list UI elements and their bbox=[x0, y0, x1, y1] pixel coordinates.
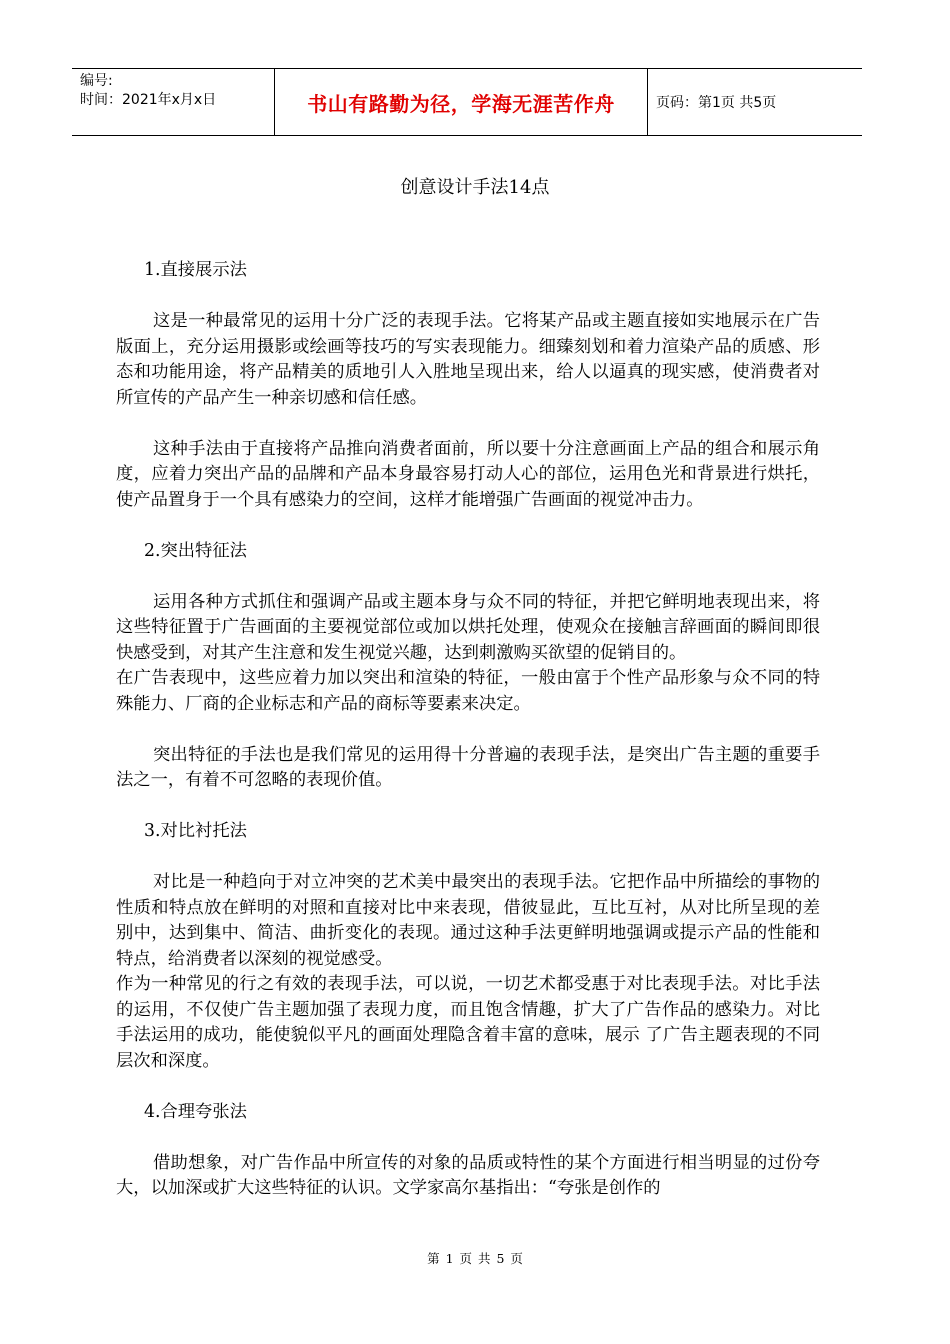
header-page-label: 页码：第1页 共5页 bbox=[656, 95, 777, 111]
section-heading: 3.对比衬托法 bbox=[144, 821, 247, 841]
header-table bbox=[72, 68, 862, 136]
paragraph: 运用各种方式抓住和强调产品或主题本身与众不同的特征，并把它鲜明地表现出来，将这些特征置于广告画面的主要视觉部位或加以烘托处理，使观众在接触言辞画面的瞬间即很快感受到，对其产生注意和发生视觉兴趣，达到刺激购买欲望的促销目的。 bbox=[116, 591, 820, 663]
paragraph: 对比是一种趋向于对立冲突的艺术美中最突出的表现手法。它把作品中所描绘的事物的性质和特点放在鲜明的对照和直接对比中来表现，借彼显此，互比互衬，从对比所呈现的差别中，达到集中、简洁、曲折变化的表现。通过这种手法更鲜明地强调或提示产品的性能和特点，给消费者以深刻的视觉感受。 bbox=[116, 872, 820, 969]
document-time-label: 时间：2021年x月x日 bbox=[80, 92, 217, 108]
document-number-label: 编号: bbox=[80, 73, 113, 89]
section-heading: 2.突出特征法 bbox=[144, 540, 247, 561]
document-title: 创意设计手法14点 bbox=[400, 177, 550, 198]
section-heading: 1.直接展示法 bbox=[144, 260, 247, 280]
document-body bbox=[116, 258, 820, 1202]
page-footer: 第 1 页 共 5 页 bbox=[427, 1251, 523, 1266]
paragraph: 突出特征的手法也是我们常见的运用得十分普遍的表现手法，是突出广告主题的重要手法之一，有着不可忽略的表现价值。 bbox=[116, 744, 820, 790]
paragraph: 作为一种常见的行之有效的表现手法，可以说，一切艺术都受惠于对比表现手法。对比手法的运用，不仅使广告主题加强了表现力度，而且饱含情趣，扩大了广告作品的感染力。对比手法运用的成功，能使貌似平凡的画面处理隐含着丰富的意味，展示 了广告主题表现的不同层次和深度。 bbox=[116, 974, 820, 1071]
header-left-cell bbox=[72, 69, 274, 135]
paragraph: 这种手法由于直接将产品推向消费者面前，所以要十分注意画面上产品的组合和展示角度，应着力突出产品的品牌和产品本身最容易打动人心的部位，运用色光和背景进行烘托，使产品置身于一个具有感染力的空间，这样才能增强广告画面的视觉冲击力。 bbox=[116, 438, 820, 510]
header-motto: 书山有路勤为径，学海无涯苦作舟 bbox=[274, 69, 648, 135]
paragraph: 借助想象，对广告作品中所宣传的对象的品质或特性的某个方面进行相当明显的过份夸大，以加深或扩大这些特征的认识。文学家高尔基指出：“夸张是创作的 bbox=[116, 1152, 820, 1198]
paragraph: 这是一种最常见的运用十分广泛的表现手法。它将某产品或主题直接如实地展示在广告版面上，充分运用摄影或绘画等技巧的写实表现能力。细臻刻划和着力渲染产品的质感、形态和功能用途，将产品精美的质地引人入胜地呈现出来，给人以逼真的现实感，使消费者对所宣传的产品产生一种亲切感和信任感。 bbox=[116, 311, 820, 408]
section-heading: 4.合理夸张法 bbox=[144, 1101, 247, 1122]
paragraph: 在广告表现中，这些应着力加以突出和渲染的特征，一般由富于个性产品形象与众不同的特殊能力、厂商的企业标志和产品的商标等要素来决定。 bbox=[116, 668, 820, 714]
